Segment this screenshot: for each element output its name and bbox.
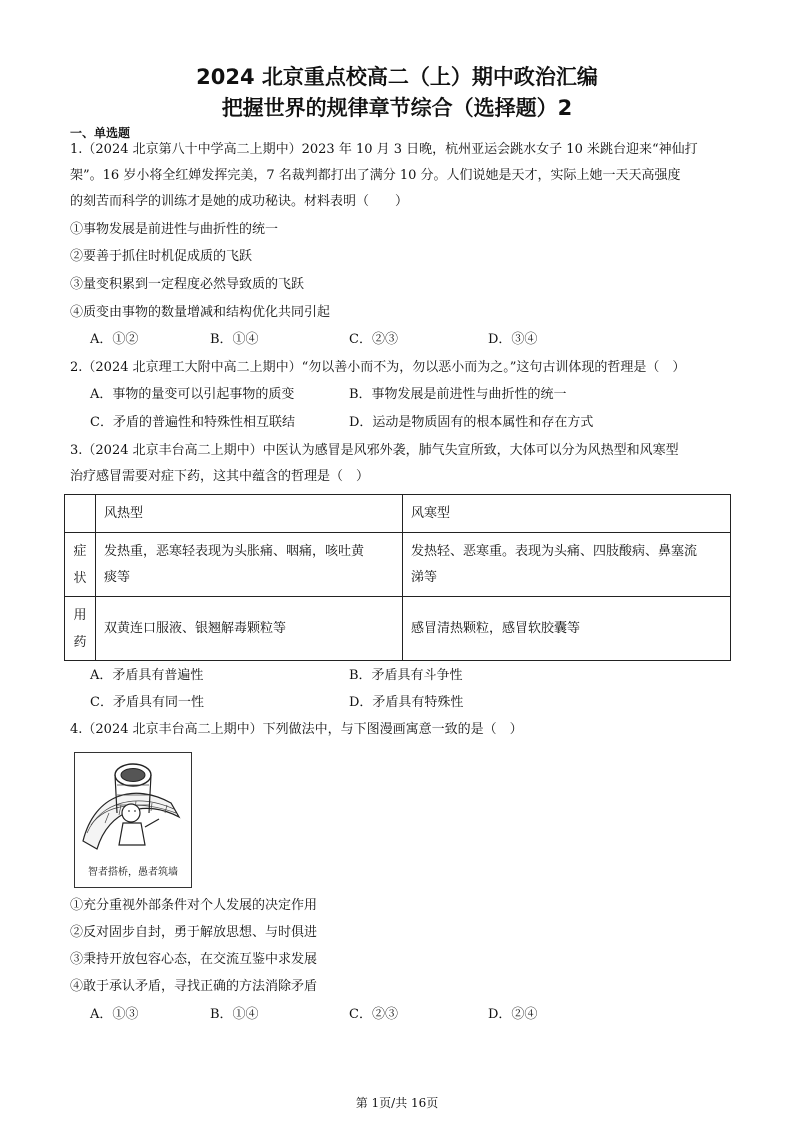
table-header-blank [65, 495, 96, 533]
q3-option-b: B．矛盾具有斗争性 [349, 668, 463, 683]
q1-stem-line3: 的刻苦而科学的训练才是她的成功秘诀。材料表明（ ） [70, 194, 409, 209]
cartoon-image [74, 752, 192, 888]
cartoon-drawing [75, 753, 191, 861]
q1-item-2: ②要善于抓住时机促成质的飞跃 [70, 249, 253, 264]
doc-title-line1: 2024 北京重点校高二（上）期中政治汇编 [196, 65, 598, 89]
cell-wind-cold-medicine: 感冒清热颗粒，感冒软胶囊等 [403, 597, 731, 661]
q2-option-b: B．事物发展是前进性与曲折性的统一 [349, 387, 567, 402]
q4-item-1: ①充分重视外部条件对个人发展的决定作用 [70, 898, 318, 913]
q1-option-b: B．①④ [210, 332, 259, 347]
q4-item-4: ④敢于承认矛盾，寻找正确的方法消除矛盾 [70, 979, 318, 994]
symptom-table [64, 494, 731, 661]
doc-title-line2: 把握世界的规律章节综合（选择题）2 [221, 96, 573, 120]
q4-item-2: ②反对固步自封，勇于解放思想、与时俱进 [70, 925, 318, 940]
q4-stem: 4.（2024 北京丰台高二上期中）下列做法中，与下图漫画寓意一致的是（ ） [70, 722, 523, 737]
table-header-wind-cold: 风寒型 [403, 495, 731, 533]
row-label-medicine: 用 药 [65, 597, 96, 661]
q3-option-a: A．矛盾具有普遍性 [90, 668, 204, 683]
q3-stem-line1: 3.（2024 北京丰台高二上期中）中医认为感冒是风邪外袭，肺气失宣所致，大体可以分为风热型和风寒型 [70, 443, 679, 458]
q1-item-3: ③量变积累到一定程度必然导致质的飞跃 [70, 277, 305, 292]
q4-option-d: D．②④ [488, 1007, 538, 1022]
table-row-symptoms [65, 533, 731, 597]
q4-option-c: C．②③ [349, 1007, 398, 1022]
q1-item-1: ①事物发展是前进性与曲折性的统一 [70, 222, 279, 237]
q1-option-d: D．③④ [488, 332, 538, 347]
q2-option-d: D．运动是物质固有的根本属性和存在方式 [349, 415, 594, 430]
q1-item-4: ④质变由事物的数量增减和结构优化共同引起 [70, 305, 331, 320]
q3-option-c: C．矛盾具有同一性 [90, 695, 204, 710]
cell-wind-heat-symptoms: 发热重，恶寒轻表现为头胀痛、咽痛，咳吐黄 痰等 [96, 533, 403, 597]
table-header-row [65, 495, 731, 533]
q4-option-a: A．①③ [90, 1007, 139, 1022]
cell-wind-heat-medicine: 双黄连口服液、银翘解毒颗粒等 [96, 597, 403, 661]
table-row-medicine [65, 597, 731, 661]
q3-stem-line2: 治疗感冒需要对症下药，这其中蕴含的哲理是（ ） [70, 469, 370, 484]
row-label-symptoms: 症 状 [65, 533, 96, 597]
section-heading: 一、单选题 [70, 126, 131, 140]
q2-option-a: A．事物的量变可以引起事物的质变 [90, 387, 295, 402]
q2-stem: 2.（2024 北京理工大附中高二上期中）“勿以善小而不为，勿以恶小而为之。”这句古训体现的哲理是（ ） [70, 360, 686, 375]
q1-stem-line1: 1.（2024 北京第八十中学高二上期中）2023 年 10 月 3 日晚，杭州亚运会跳水女子 10 米跳台迎来“神仙打 [70, 142, 698, 157]
q1-stem-line2: 架”。16 岁小将全红婵发挥完美，7 名裁判都打出了满分 10 分。人们说她是天才，实际上她一天天高强度 [70, 168, 681, 183]
q2-option-c: C．矛盾的普遍性和特殊性相互联结 [90, 415, 295, 430]
q3-option-d: D．矛盾具有特殊性 [349, 695, 464, 710]
q4-item-3: ③秉持开放包容心态，在交流互鉴中求发展 [70, 952, 318, 967]
cell-wind-cold-symptoms: 发热轻、恶寒重。表现为头痛、四肢酸病、鼻塞流 涕等 [403, 533, 731, 597]
q1-option-a: A．①② [90, 332, 139, 347]
cartoon-caption: 智者搭桥，愚者筑墙 [88, 867, 178, 878]
page-footer: 第 1页/共 16页 [355, 1096, 439, 1110]
q1-option-c: C．②③ [349, 332, 398, 347]
table-header-wind-heat: 风热型 [96, 495, 403, 533]
q4-option-b: B．①④ [210, 1007, 259, 1022]
